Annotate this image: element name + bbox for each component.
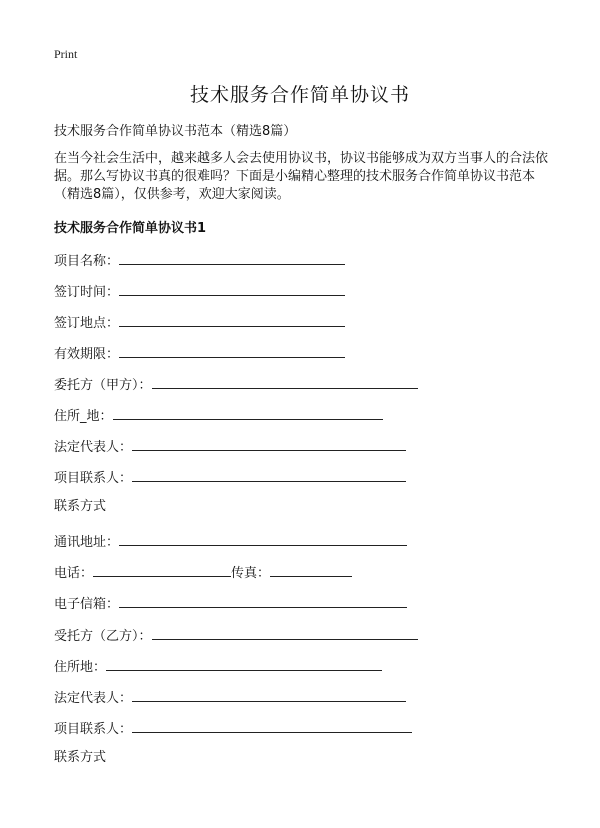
blank-line [132,718,412,733]
blank-line [93,562,231,577]
field-contact-b [54,718,412,739]
field-mail-address [54,531,407,552]
field-sign-place [54,312,345,333]
field-sign-time [54,281,345,302]
blank-line [119,343,345,358]
blank-line [119,531,407,546]
field-label: 法定代表人： [54,440,133,455]
field-client [54,374,418,395]
field-label: 项目联系人： [54,722,133,737]
field-label: 联系方式 [54,750,107,765]
field-contact-method-a [54,498,106,516]
field-label: 项目联系人： [54,471,133,486]
blank-line [119,250,345,265]
field-address-a [54,405,383,426]
blank-line [132,687,406,702]
field-contact-a [54,467,406,488]
blank-line [119,312,345,327]
field-legal-rep-b [54,687,406,708]
intro-paragraph: 在当今社会生活中，越来越多人会去使用协议书，协议书能够成为双方当事人的合法依据。那么写协议书真的很难吗？下面是小编精心整理的技术服务合作简单协议书范本（精选8篇），仅供参考，欢迎大家阅读。 [54,151,549,202]
field-project-name [54,250,345,271]
field-label: 签订时间： [54,285,120,300]
field-label: 法定代表人： [54,691,133,706]
field-label: 联系方式 [54,499,107,514]
field-label: 住所_地： [54,409,113,424]
field-label: 委托方（甲方）： [54,378,152,393]
blank-line [119,281,345,296]
field-label: 签订地点： [54,316,120,331]
field-email [54,593,407,614]
field-valid-period [54,343,345,364]
print-link[interactable]: Print [54,47,78,61]
blank-line [270,562,352,577]
field-trustee [54,625,418,646]
document-subtitle: 技术服务合作简单协议书范本（精选8篇） [54,124,297,139]
field-label: 传真： [231,566,271,581]
blank-line [113,405,383,420]
blank-line [119,593,407,608]
field-legal-rep-a [54,436,406,457]
field-label: 住所地： [54,660,107,675]
field-label: 通讯地址： [54,535,120,550]
field-label: 受托方（乙方）： [54,629,152,644]
field-label: 有效期限： [54,347,120,362]
field-label: 电话： [54,566,94,581]
field-phone-fax [54,562,352,583]
blank-line [152,374,418,389]
field-label: 电子信箱： [54,597,120,612]
section-heading: 技术服务合作简单协议书1 [54,221,207,236]
field-label: 项目名称： [54,254,120,269]
field-address-b [54,656,382,677]
blank-line [152,625,418,640]
field-contact-method-b [54,749,106,767]
blank-line [106,656,382,671]
document-title: 技术服务合作简单协议书 [189,84,410,106]
blank-line [132,467,406,482]
blank-line [132,436,406,451]
